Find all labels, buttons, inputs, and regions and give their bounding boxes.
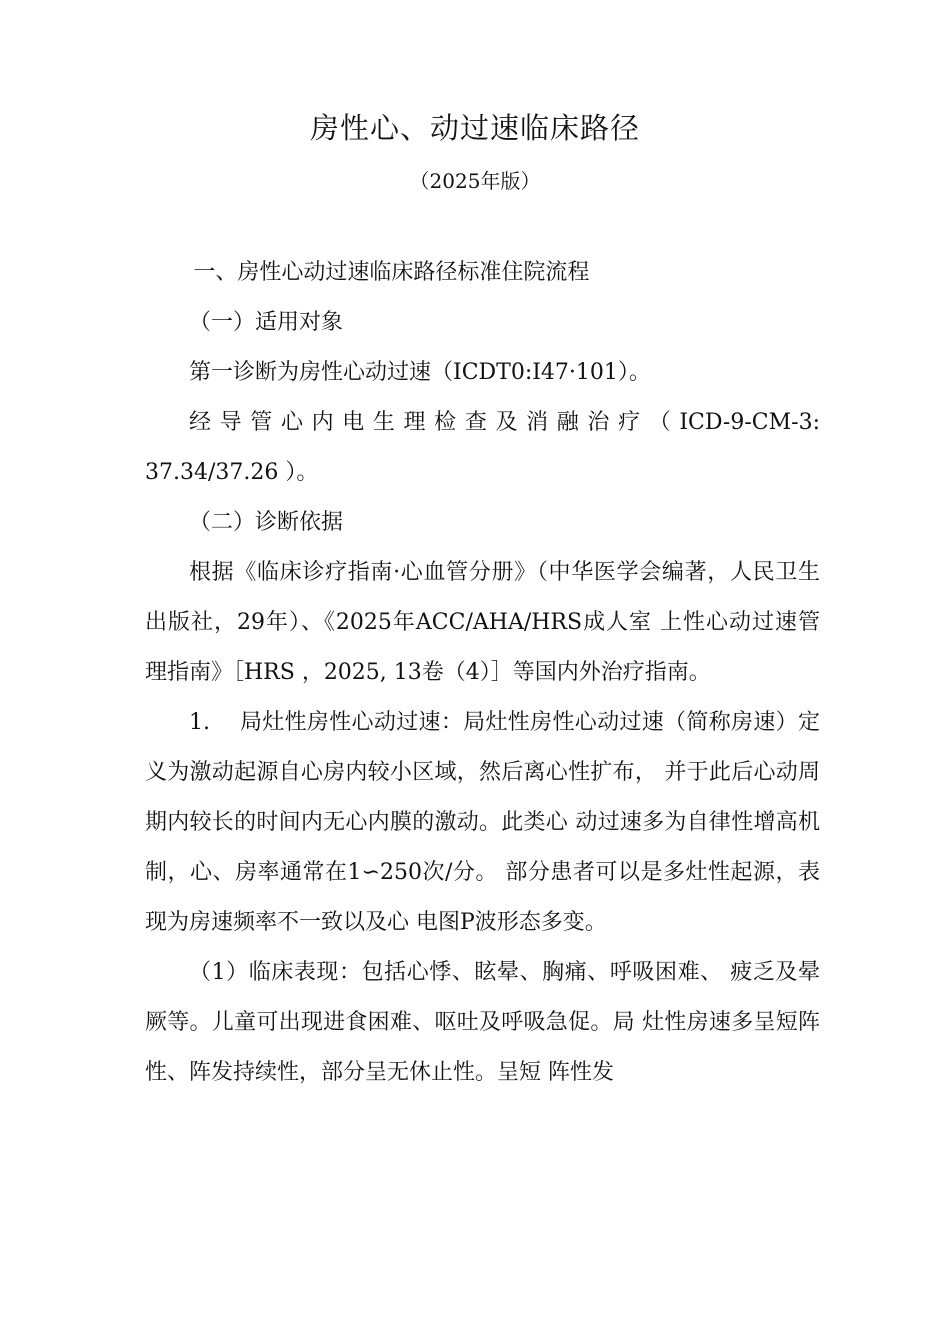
document-title: 房性心、动过速临床路径 [309, 111, 640, 145]
paragraph: 根据《临床诊疗指南·心血管分册》（中华医学会编著，人民卫生出版社，29年）、《2025年ACC/AHA/HRS成人室 上性心动过速管理指南》［HRS ，2025, 13卷（4）］等国内外治疗指南。 [145, 560, 820, 685]
paragraph: 第一诊断为房性心动过速（ICDT0:I47·101）。 [189, 360, 651, 385]
document-version: （2025年版） [409, 169, 541, 193]
paragraph: 1. 局灶性房性心动过速：局灶性房性心动过速（简称房速）定义为激动起源自心房内较小区域，然后离心性扩布， 并于此后心动周期内较长的时间内无心内膜的激动。此类心 动过速多为自律性增高机制，心、房率通常在1∽250次/分。 部分患者可以是多灶性起源，表现为房速频率不一致以及心 电图P波形态多变。 [145, 710, 820, 935]
document-body [145, 248, 820, 1098]
subsection-heading: （一）适用对象 [189, 310, 344, 335]
paragraph: 经导管心内电生理检查及消融治疗（ICD-9-CM-3: 37.34/37.26 ）。 [145, 410, 820, 485]
subsection-heading: （二）诊断依据 [189, 510, 344, 535]
paragraph: （1）临床表现：包括心悸、眩晕、胸痛、呼吸困难、 疲乏及晕厥等。儿童可出现进食困难、呕吐及呼吸急促。局 灶性房速多呈短阵性、阵发持续性，部分呈无休止性。呈短 阵性发 [145, 960, 820, 1085]
section-heading: 一、房性心动过速临床路径标准住院流程 [193, 260, 590, 285]
